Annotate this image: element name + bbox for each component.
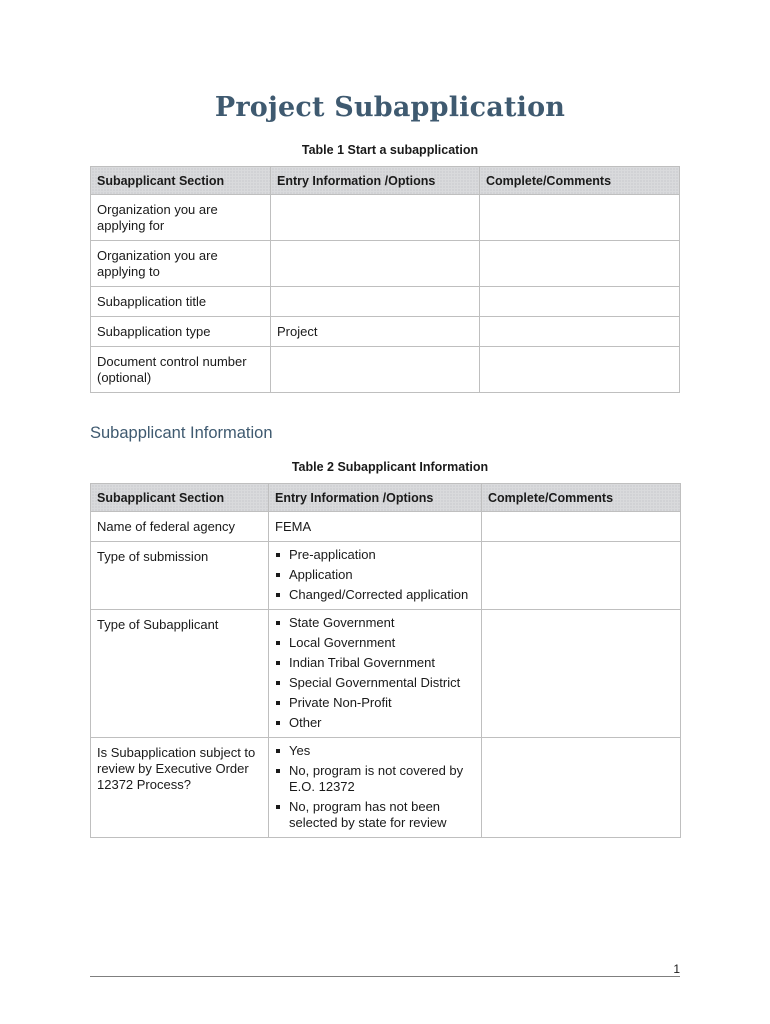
option-local-government[interactable]: Local Government (289, 635, 475, 651)
page-title: Project Subapplication (214, 92, 566, 123)
column-header-entry: Entry Information /Options (271, 167, 480, 195)
row-label: Subapplication type (91, 317, 271, 347)
options-cell (269, 542, 482, 610)
table1-caption: Table 1 Start a subapplication (301, 143, 479, 157)
options-cell (269, 738, 482, 838)
option-indian-tribal-government[interactable]: Indian Tribal Government (289, 655, 475, 671)
column-header-comments: Complete/Comments (480, 167, 680, 195)
comments-cell[interactable] (482, 738, 681, 838)
row-label: Organization you are applying for (91, 195, 271, 241)
comments-cell[interactable] (480, 317, 680, 347)
page-number: 1 (673, 962, 680, 976)
entry-cell[interactable] (271, 287, 480, 317)
table-row (91, 195, 680, 241)
table2-caption: Table 2 Subapplicant Information (291, 460, 489, 474)
row-label: Type of submission (91, 542, 269, 610)
table1-header-row (91, 167, 680, 195)
row-label: Type of Subapplicant (91, 610, 269, 738)
option-pre-application[interactable]: Pre-application (289, 547, 475, 563)
table2 (90, 483, 681, 838)
option-private-non-profit[interactable]: Private Non-Profit (289, 695, 475, 711)
entry-cell[interactable] (271, 241, 480, 287)
table1 (90, 166, 680, 393)
entry-cell[interactable] (271, 195, 480, 241)
footer-divider (90, 976, 680, 977)
entry-cell[interactable]: Project (271, 317, 480, 347)
options-list (275, 743, 475, 831)
option-changed-corrected[interactable]: Changed/Corrected application (289, 587, 475, 603)
table-row (91, 287, 680, 317)
comments-cell[interactable] (480, 347, 680, 393)
row-label: Organization you are applying to (91, 241, 271, 287)
table-row (91, 241, 680, 287)
table-row (91, 317, 680, 347)
entry-cell[interactable] (271, 347, 480, 393)
section-heading: Subapplicant Information (90, 424, 273, 442)
option-not-selected[interactable]: No, program has not been selected by state for review (289, 799, 475, 831)
option-other[interactable]: Other (289, 715, 475, 731)
comments-cell[interactable] (482, 610, 681, 738)
column-header-comments: Complete/Comments (482, 484, 681, 512)
comments-cell[interactable] (482, 542, 681, 610)
option-yes[interactable]: Yes (289, 743, 475, 759)
comments-cell[interactable] (480, 195, 680, 241)
column-header-entry: Entry Information /Options (269, 484, 482, 512)
entry-cell[interactable]: FEMA (269, 512, 482, 542)
row-label: Name of federal agency (91, 512, 269, 542)
comments-cell[interactable] (480, 241, 680, 287)
table-row (91, 512, 681, 542)
option-not-covered[interactable]: No, program is not covered by E.O. 12372 (289, 763, 475, 795)
row-label: Document control number (optional) (91, 347, 271, 393)
table-row (91, 347, 680, 393)
table-row (91, 610, 681, 738)
options-cell (269, 610, 482, 738)
option-special-governmental-district[interactable]: Special Governmental District (289, 675, 475, 691)
row-label: Is Subapplication subject to review by Executive Order 12372 Process? (91, 738, 269, 838)
table2-header-row (91, 484, 681, 512)
column-header-section: Subapplicant Section (91, 484, 269, 512)
table-row (91, 542, 681, 610)
option-state-government[interactable]: State Government (289, 615, 475, 631)
column-header-section: Subapplicant Section (91, 167, 271, 195)
comments-cell[interactable] (482, 512, 681, 542)
table-row (91, 738, 681, 838)
comments-cell[interactable] (480, 287, 680, 317)
option-application[interactable]: Application (289, 567, 475, 583)
options-list (275, 547, 475, 603)
options-list (275, 615, 475, 731)
row-label: Subapplication title (91, 287, 271, 317)
